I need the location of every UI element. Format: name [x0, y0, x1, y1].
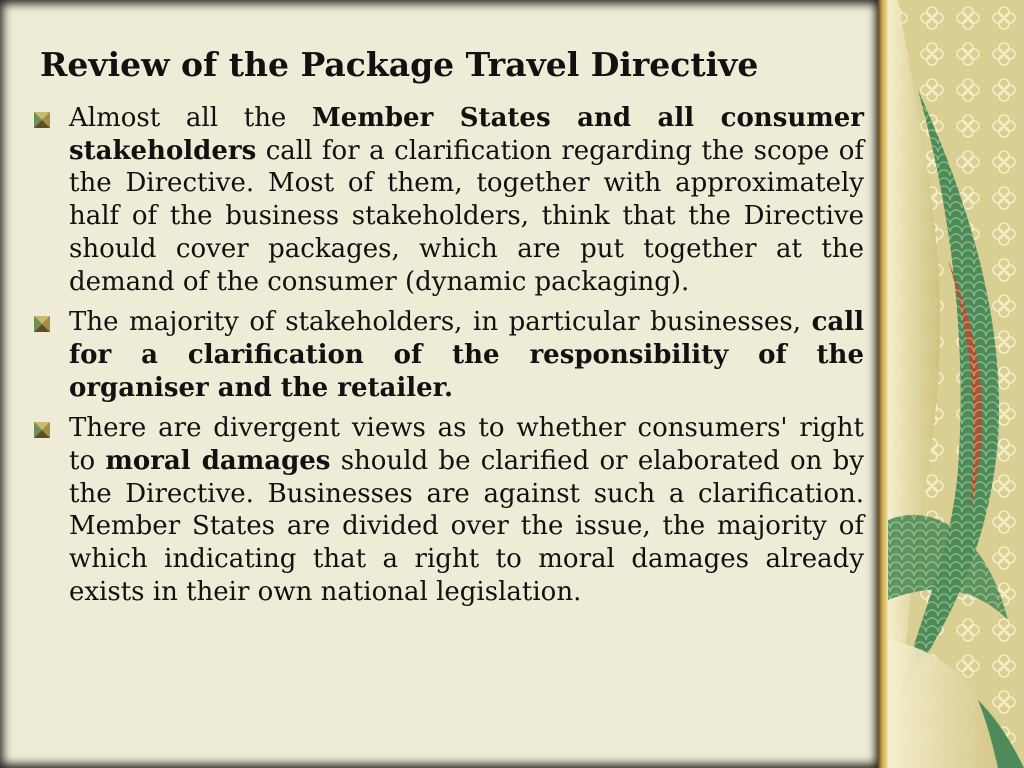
decorative-panel: [878, 0, 1024, 768]
square-pattern-icon: [34, 316, 50, 332]
text-run: Almost all the: [69, 103, 313, 133]
bold-text-run: call for a clarification of the responsibility of the organiser and the retailer.: [69, 307, 864, 403]
text-run: The majority of stakeholders, in particular businesses,: [69, 307, 812, 338]
bullet-item: [30, 306, 864, 404]
bullet-list: [30, 102, 864, 617]
decorative-art: [878, 0, 1024, 768]
text-run: There are divergent views as to whether consumers' right to: [69, 413, 864, 477]
square-pattern-icon: [34, 112, 50, 128]
bold-text-run: moral damages: [105, 446, 331, 477]
bold-text-run: Member States and all consumer stakeholders: [69, 103, 864, 166]
text-run: call for a clarification regarding the scope of the Directive. Most of them, together with approximately half of the business stakeholders, think that the Directive should cover packages, which are put together at the demand of the consumer (dynamic packaging).: [69, 135, 864, 297]
slide-title: Review of the Package Travel Directive: [40, 45, 759, 84]
bullet-text: [69, 307, 864, 402]
bullet-item: [30, 102, 864, 298]
bullet-item: [30, 412, 864, 608]
bullet-text: [69, 103, 864, 297]
square-pattern-icon: [34, 422, 50, 438]
bullet-text: [69, 413, 864, 607]
text-run: should be clarified or elaborated on by the Directive. Businesses are against such a clarification. Member States are divided over the issue, the majority of which indicating that a right to moral damages already exists in their own national legislation.: [69, 446, 864, 607]
